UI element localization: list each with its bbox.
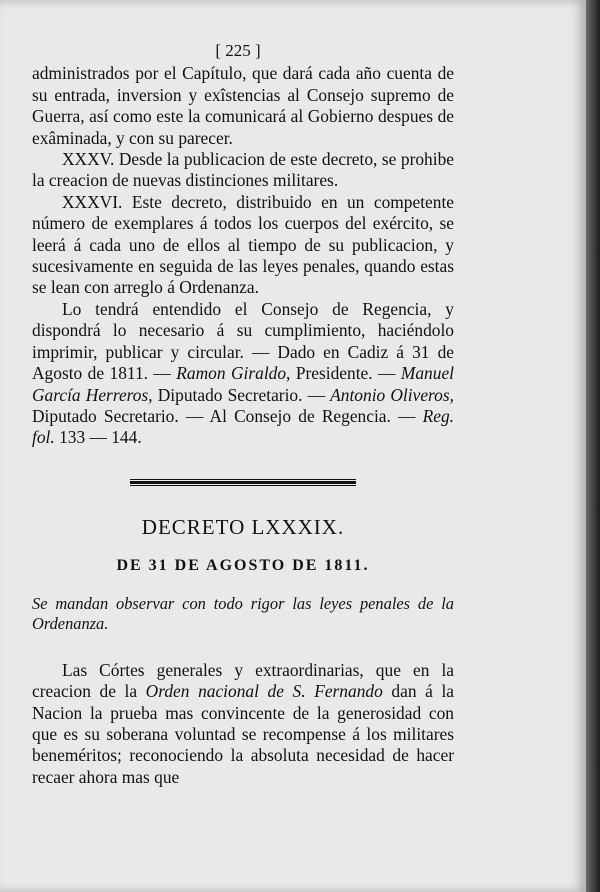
order-name: Orden nacional de S. Fernando xyxy=(145,681,383,702)
article-number: XXXVI. xyxy=(62,191,123,212)
article-xxxv xyxy=(32,149,454,192)
page-number: [ 225 ] xyxy=(215,41,261,60)
article-text: Desde la publicacion de este decreto, se prohibe la creacion de nuevas distinciones militares. xyxy=(32,149,454,191)
role-secretary-1: , Diputado Secretario. — xyxy=(148,384,331,405)
decree-title: DECRETO LXXXIX. xyxy=(141,514,345,539)
register-pages: 133 — 144. xyxy=(54,427,142,448)
closing-text: Lo tendrá entendido el Consejo de Regencia, y dispondrá lo necesario á su cumplimiento, haciéndolo imprimir, publicar y circular. — Dado en Cadiz á 31 de Agosto de 1811. — xyxy=(32,298,454,384)
article-text: Este decreto, distribuido en un competente número de exemplares á todos los cuerpos del exército, se leerá á cada uno de ellos al tiempo de su publicacion, y sucesivamente en seguida de las leyes penales, quando estas se lean con arreglo á Ordenanza. xyxy=(32,191,454,298)
closing-paragraph xyxy=(32,299,454,449)
article-xxxvi xyxy=(32,192,454,299)
section-divider xyxy=(130,479,356,486)
decree-body-text: dan á la Nacion la prueba mas convincente de la generosidad con que es su soberana voluntad se recompense á los militares beneméritos; reconociendo la absoluta necesidad de hacer recaer ahora mas que xyxy=(32,681,454,787)
signer-secretary-1: Manuel García Herreros xyxy=(32,363,454,405)
signer-secretary-2: Antonio Oliveros xyxy=(330,384,450,405)
article-number: XXXV. xyxy=(62,149,115,170)
continued-paragraph: administrados por el Capítulo, que dará cada año cuenta de su entrada, inversion y exîstencias al Consejo supremo de Guerra, así como este la comunicará al Gobierno despues de exâminada, y con su parecer. xyxy=(32,63,454,148)
decree-date: DE 31 DE AGOSTO DE 1811. xyxy=(116,556,370,574)
decree-body xyxy=(32,660,454,788)
decree-summary: Se mandan observar con todo rigor las leyes penales de la Ordenanza. xyxy=(32,593,454,633)
signer-president: Ramon Giraldo xyxy=(176,363,287,384)
page-edge xyxy=(586,0,600,892)
decree-body-text: Las Córtes generales y extraordinarias, que en la creacion de la xyxy=(32,659,454,702)
role-president: , Presidente. — xyxy=(286,363,401,384)
role-secretary-2: , Diputado Secretario. — Al Consejo de Regencia. — xyxy=(32,384,454,426)
page-content xyxy=(32,40,454,788)
register-reference: Reg. fol. xyxy=(32,405,454,448)
